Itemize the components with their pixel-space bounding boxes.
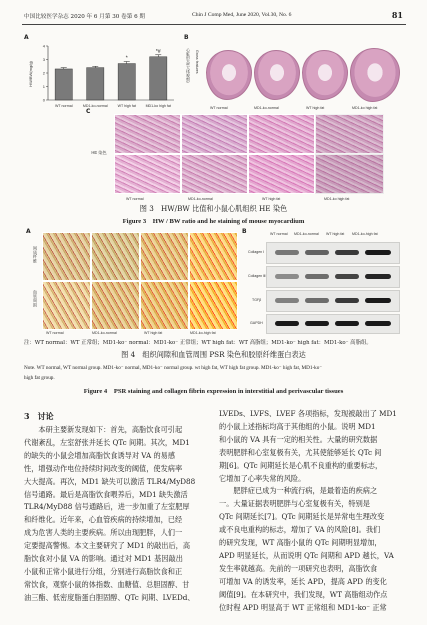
- heart-wt-high-fat: [302, 50, 348, 100]
- chart-ylabel: HW/BW(mg/g): [28, 61, 33, 87]
- fig4-caption-cn: 图 4 组织间隙和血管周围 PSR 染色和胶原纤维蛋白表达: [121, 350, 306, 359]
- chart-bars: [55, 49, 167, 100]
- fig3-gross-panel: [188, 38, 402, 120]
- heart-md1ko-high-fat: [350, 48, 400, 102]
- right-column-line-7: 肥胖症已成为一种流行病，是最着造的疾病之: [219, 486, 378, 496]
- right-column-line-4: 表明肥胖和心室复极有关，尤其使能够延长 QTc 间: [219, 447, 382, 457]
- psr-perivascular-md1ko-highfat: [189, 281, 238, 330]
- psr-label-2: MD1-ko-normal: [92, 331, 117, 335]
- x-tick-label: MD1-ko-normal: [82, 104, 108, 108]
- x-tick-label: WT normal: [54, 104, 73, 108]
- gross-label-1: WT normal: [210, 106, 228, 110]
- left-column-line-2: 代谢紊乱，左室舒张并延长 QTc 间期。其次，MD1: [24, 437, 190, 447]
- left-column-line-8: 和纤维化。近年来，心血管疾病的持续增加，已经: [24, 515, 183, 525]
- right-column-line-15: 阈值[9]。在本研究中，我们发现，WT 高脂组动作点: [219, 589, 388, 599]
- he-image-md1ko-normal-low: [181, 114, 248, 154]
- left-column-line-3: 的缺失的小鼠会增加高脂饮食诱导对 VA 的易感: [24, 450, 176, 460]
- wb-label-4: MD1-ko-high fat: [352, 232, 378, 236]
- right-column-line-10: 或不良电重构的标志，增加了 VA 的风险[8]。我们: [219, 525, 381, 535]
- chart-x-labels: [55, 104, 171, 108]
- gross-row-sublabel: Gross features: [195, 50, 199, 74]
- wb-protein-collagen-1: Collagen Ⅰ: [248, 250, 265, 254]
- psr-interstitial-wt-normal: [42, 232, 91, 281]
- fig4-panel-b-label: B: [242, 228, 247, 235]
- gross-label-3: WT high fat: [306, 106, 325, 110]
- fig3-panel-b-label: B: [184, 34, 189, 41]
- journal-title-cn: 中国比较医学杂志 2020 年 6 月第 30 卷第 6 期: [24, 14, 146, 20]
- significance-mark: *#: [155, 48, 161, 55]
- left-column-line-5: 大大提高。再次，MD1 缺失可以激活 TLR4/MyD88: [24, 476, 196, 486]
- x-tick-label: WT high fat: [117, 104, 136, 108]
- blot-collagen-1: [266, 242, 400, 264]
- right-column-line-2: 的小鼠上述指标均高于其他组的小鼠。说明 MD1: [219, 421, 376, 431]
- right-column-line-13: 发生率就越高。先前的一项研究也表明，高脂饮食: [219, 563, 378, 573]
- right-column-line-16: 位时程 APD 明显高于 WT 正常组和 MD1-ko⁻ 正常: [219, 602, 387, 612]
- header-rule: [22, 24, 406, 25]
- psr-perivascular-md1ko-normal: [91, 281, 140, 330]
- fig3-caption-cn: 图 3 HW/BW 比值和小鼠心肌组织 HE 染色: [139, 204, 288, 213]
- psr-stain-grid: [42, 232, 238, 330]
- page-number: 81: [391, 10, 403, 20]
- wb-protein-tgfb: TGFβ: [252, 298, 262, 302]
- figure-3: [22, 34, 406, 202]
- left-column-line-12: 小鼠和正常小鼠进行分组，分别进行高脂饮食和正: [24, 566, 183, 576]
- gross-row-label: 心脏形态(大体观察): [186, 48, 191, 83]
- he-image-md1ko-highfat-high: [315, 154, 384, 194]
- figure-4: [22, 228, 406, 338]
- y-tick-label: 1: [42, 83, 45, 89]
- y-tick-label: 3: [42, 56, 45, 62]
- gross-label-2: MD1-ko-normal: [254, 106, 279, 110]
- he-label-2: MD1-ko-normal: [188, 197, 213, 201]
- he-image-md1ko-highfat-low: [315, 114, 384, 154]
- psr-interstitial-md1ko-normal: [91, 232, 140, 281]
- he-image-wt-normal-high: [114, 154, 181, 194]
- he-label-3: WT high fat: [262, 197, 281, 201]
- fig3-caption-en: Figure 3 HW / BW ratio and he staining of mouse myocardium: [122, 218, 305, 225]
- he-row-label: HE 染色: [91, 150, 107, 155]
- x-tick-label: MD1-ko high fat: [145, 104, 171, 108]
- wb-protein-collagen-3: Collagen Ⅲ: [248, 274, 266, 278]
- fig4-caption-en: Figure 4 PSR staining and collagen fibrin expression in interstitial and perivascular tissues: [83, 388, 344, 395]
- he-image-wt-normal-low: [114, 114, 181, 154]
- gross-label-4: MD1-ko high fat: [352, 106, 378, 110]
- right-column-line-8: 一。大量证据表明肥胖与心室复极有关，特别是: [219, 499, 370, 509]
- y-tick-label: 0: [42, 97, 45, 103]
- left-column-line-11: 脂饮食对小鼠 VA 的影响。通过对 MD1 基因敲出: [24, 554, 183, 564]
- he-label-1: WT normal: [126, 197, 144, 201]
- bar: [87, 68, 104, 100]
- y-tick-label: 2: [42, 70, 45, 76]
- psr-row-label-2: 血管周围: [33, 290, 38, 307]
- fig4-note-cn: 注：WT normal：WT 正常组；MD1-ko⁻ normal：MD1-ko⁻ 正常组；WT high fat：WT 高脂组；MD1-ko⁻ high fat：MD1-ko⁻ 高脂组。: [24, 340, 372, 346]
- he-image-wt-highfat-low: [248, 114, 315, 154]
- wb-protein-gapdh: GAPDH: [250, 321, 263, 325]
- bar: [118, 64, 135, 100]
- right-column-line-5: 期[6]。QTc 间期延长是心肌不良重构的重要标志，: [219, 460, 383, 470]
- left-column-line-10: 定要提高警惕。本文主要研究了 MD1 的敲出后，高: [24, 541, 191, 551]
- section-heading: 3 讨论: [24, 411, 54, 421]
- y-tick-label: 4: [42, 43, 45, 49]
- left-column: [24, 424, 208, 605]
- right-column-line-14: 可增加 VA 的诱发率，延长 APD，提高 APD 的变化: [219, 576, 387, 586]
- wb-label-2: MD1-ko-normal: [294, 232, 319, 236]
- heart-md1ko-normal: [254, 50, 300, 100]
- right-column-line-11: 的研究发现，WT 高脂小鼠的 QTc 间期明显增加，: [219, 538, 382, 548]
- psr-row-label-1: 间质纤维: [33, 246, 38, 263]
- left-column-line-13: 常饮食，观察小鼠的体指数、血糖值、总胆固醇、甘: [24, 579, 190, 589]
- blot-collagen-3: [266, 266, 400, 288]
- psr-label-3: WT high fat: [144, 331, 163, 335]
- right-column: [219, 408, 407, 615]
- he-stain-grid: [114, 114, 384, 196]
- significance-mark: *: [125, 55, 128, 62]
- he-image-md1ko-normal-high: [181, 154, 248, 194]
- fig3-bar-chart: [26, 38, 178, 124]
- left-column-line-7: TLR4/MyD88 信号通路后，进一步加重了左室肥厚: [24, 502, 190, 512]
- left-column-line-14: 油三酯、低密度脂蛋白胆固醇、QTc 间期、LVEDd、: [24, 592, 195, 602]
- he-image-wt-highfat-high: [248, 154, 315, 194]
- psr-label-1: WT normal: [46, 331, 64, 335]
- blot-gapdh: [266, 314, 400, 334]
- hwbw-chart-svg: [26, 38, 178, 124]
- fig4-note-en-line2: high fat group.: [24, 375, 55, 381]
- fig4-panel-a-label: A: [26, 228, 31, 235]
- psr-label-4: MD1-ko-high fat: [190, 331, 216, 335]
- bar: [150, 57, 167, 100]
- left-column-line-1: 本研主要新发现如下：首先，高脂饮食可引起: [24, 425, 183, 434]
- wb-label-1: WT normal: [270, 232, 288, 236]
- fig3-panel-c-label: C: [86, 108, 91, 115]
- left-column-line-6: 信号通路。最后是高脂饮食喂养后，MD1 缺失激活: [24, 489, 188, 499]
- heart-wt-normal: [206, 50, 252, 100]
- psr-interstitial-md1ko-highfat: [189, 232, 238, 281]
- right-column-line-6: 它增加了心率失常的风险。: [219, 473, 306, 483]
- right-column-line-9: QTc 间期延长[7]。QTc 间期延长是异常电生理改变: [219, 512, 385, 522]
- fig3-panel-a-label: A: [24, 34, 29, 41]
- psr-perivascular-wt-normal: [42, 281, 91, 330]
- left-column-line-9: 成为危害人类的主要疾病。所以由现肥胖，人们一: [24, 528, 183, 538]
- bar: [55, 69, 72, 100]
- right-column-line-1: LVEDs、LVFS、LVEF 各项指标，发现被敲出了 MD1: [219, 409, 397, 418]
- left-column-line-4: 性，增强动作电位持续时间改变的阈值，使发病率: [24, 463, 183, 473]
- wb-label-3: WT high fat: [326, 232, 345, 236]
- right-column-line-3: 和小鼠的 VA 具有一定的相关性。大量的研究数据: [219, 434, 378, 444]
- journal-title-en: Chin J Comp Med, June 2020, Vol.30, No. 6: [192, 12, 292, 18]
- psr-perivascular-wt-highfat: [140, 281, 189, 330]
- psr-interstitial-wt-highfat: [140, 232, 189, 281]
- blot-tgfb: [266, 290, 400, 312]
- he-label-4: MD1-ko high fat: [324, 197, 350, 201]
- right-column-line-12: APD 明显延长，从而说明 QTc 间期和 APD 越长，VA: [219, 550, 394, 560]
- fig4-note-en-line1: Note. WT normal, WT normal group. MD1-ko⁻ normal, MD1-ko⁻ normal group. wt high fat, WT high fat group. MD1-ko⁻ high fat, MD1-ko⁻: [24, 365, 323, 371]
